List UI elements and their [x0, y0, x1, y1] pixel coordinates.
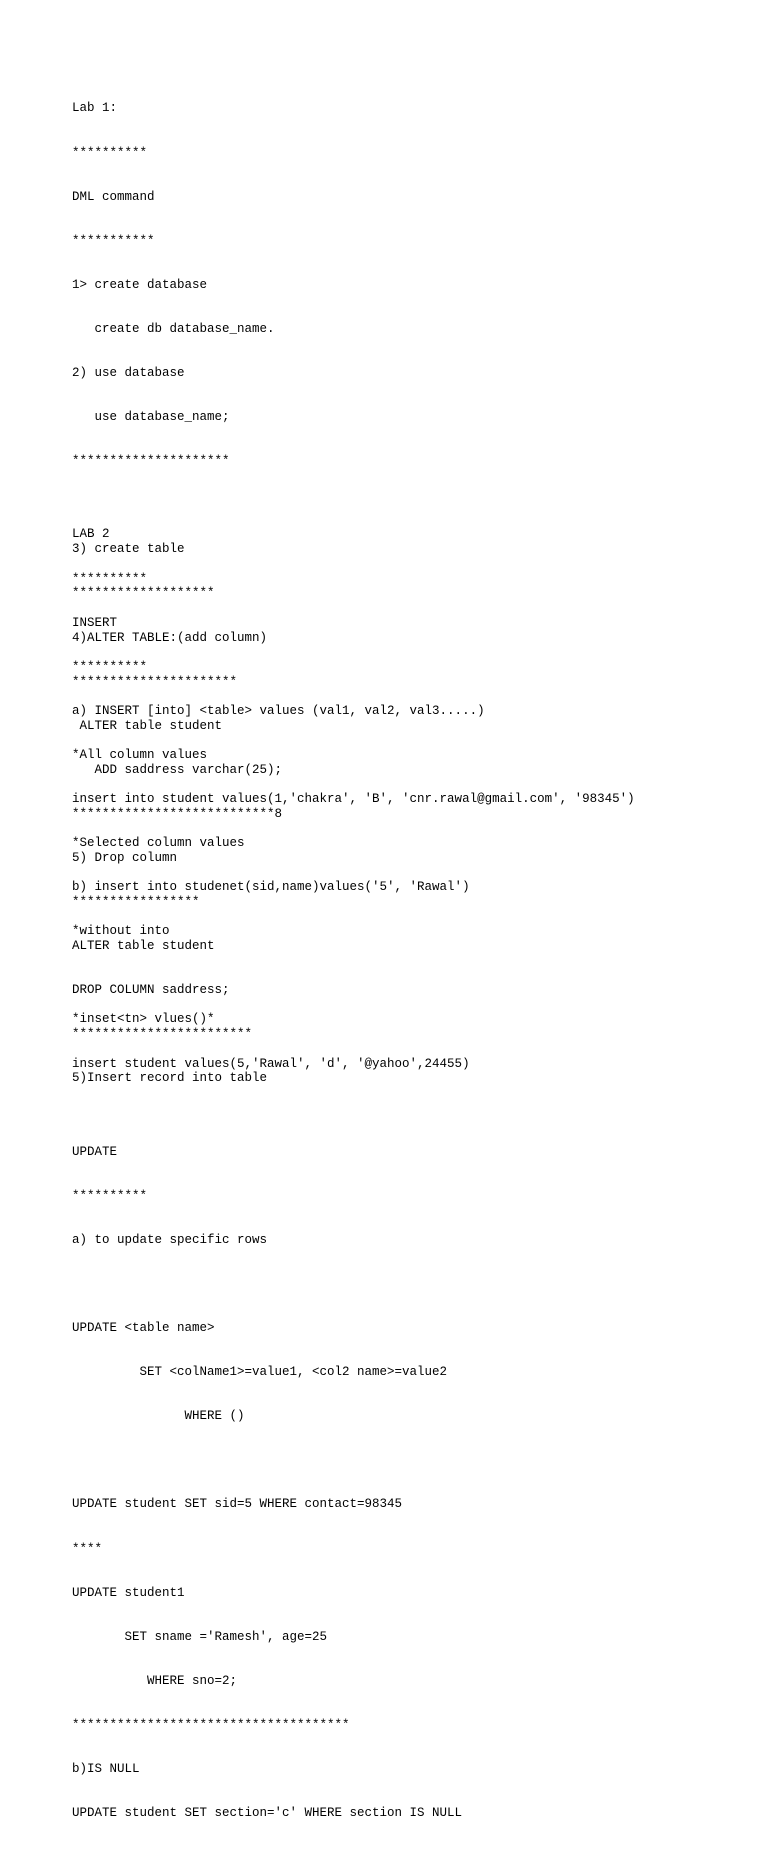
- lab1-line: **********************: [72, 674, 238, 689]
- lab1-line: *****************: [72, 895, 200, 910]
- lab1-line: use database_name;: [72, 410, 230, 425]
- lab2-notes: [72, 498, 635, 1850]
- lab1-line: ALTER table student: [72, 939, 215, 954]
- lab1-line: 4)ALTER TABLE:(add column): [72, 630, 268, 645]
- lab1-line: DML command: [72, 189, 155, 204]
- lab2-line: LAB 2: [72, 527, 110, 542]
- lab2-line: ****: [72, 1541, 103, 1556]
- lab2-line: insert student values(5,'Rawal', 'd', '@yahoo',24455): [72, 1056, 470, 1071]
- lab1-line: Lab 1:: [72, 101, 118, 116]
- lab2-line: a) INSERT [into] <table> values (val1, val2, val3.....): [72, 703, 485, 718]
- lab2-line: INSERT: [72, 615, 118, 630]
- lab2-line: *Selected column values: [72, 836, 245, 851]
- lab2-line: [72, 1101, 635, 1116]
- lab2-line: [72, 1277, 635, 1292]
- lab1-line: *********************: [72, 454, 230, 469]
- lab2-line: SET <colName1>=value1, <col2 name>=value2: [72, 1365, 448, 1380]
- lab2-line: *************************************: [72, 1717, 350, 1732]
- lab1-line: *******************: [72, 586, 215, 601]
- lab2-line: WHERE (): [72, 1409, 245, 1424]
- lab1-line: 1> create database: [72, 277, 208, 292]
- lab2-line: **********: [72, 1188, 148, 1203]
- lab1-line: ***********: [72, 233, 155, 248]
- lab2-line: SET sname ='Ramesh', age=25: [72, 1629, 328, 1644]
- lab2-line: a) to update specific rows: [72, 1232, 268, 1247]
- lab1-line: ALTER table student: [72, 718, 223, 733]
- lab2-line: WHERE sno=2;: [72, 1673, 238, 1688]
- lab1-line: ADD saddress varchar(25);: [72, 762, 283, 777]
- lab1-line: 5)Insert record into table: [72, 1071, 268, 1086]
- lab1-line: 2) use database: [72, 365, 185, 380]
- lab1-line: ************************: [72, 1027, 253, 1042]
- lab2-line: [72, 968, 635, 983]
- lab2-line: insert into student values(1,'chakra', 'B', 'cnr.rawal@gmail.com', '98345'): [72, 791, 635, 806]
- lab2-line: *inset<tn> vlues()*: [72, 1012, 215, 1027]
- lab2-line: UPDATE: [72, 1144, 118, 1159]
- lab2-line: UPDATE student SET section='c' WHERE section IS NULL: [72, 1806, 463, 1821]
- lab1-line: DROP COLUMN saddress;: [72, 983, 230, 998]
- lab2-line: UPDATE student1: [72, 1585, 185, 1600]
- lab2-line: b) insert into studenet(sid,name)values('5', 'Rawal'): [72, 880, 470, 895]
- lab2-line: UPDATE <table name>: [72, 1321, 215, 1336]
- lab2-line: *All column values: [72, 747, 208, 762]
- lab2-line: UPDATE student SET sid=5 WHERE contact=98345: [72, 1497, 403, 1512]
- lab2-line: **********: [72, 571, 148, 586]
- lab1-line: create db database_name.: [72, 321, 275, 336]
- lab2-line: [72, 1453, 635, 1468]
- lab1-line: 5) Drop column: [72, 851, 178, 865]
- lab1-line: 3) create table: [72, 542, 185, 557]
- lab2-line: **********: [72, 659, 148, 674]
- lab1-line: ***************************8: [72, 806, 283, 821]
- lab2-line: b)IS NULL: [72, 1762, 140, 1777]
- lab2-line: *without into: [72, 924, 170, 939]
- lab1-line: **********: [72, 145, 148, 160]
